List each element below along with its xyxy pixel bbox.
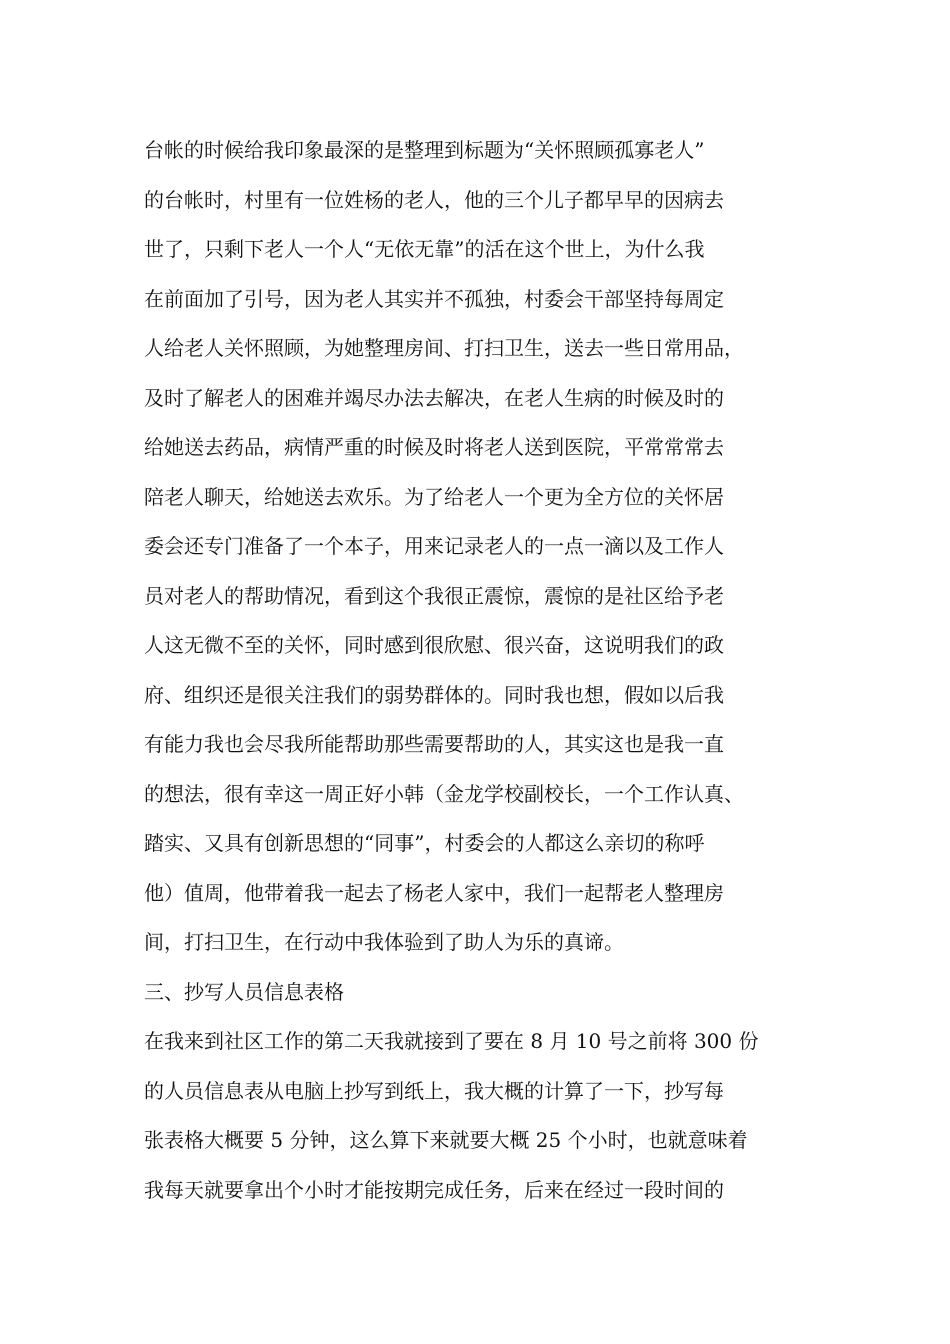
text-line: 人这无微不至的关怀，同时感到很欣慰、很兴奋，这说明我们的政 [144, 633, 724, 657]
text-line: 陪老人聊天，给她送去欢乐。为了给老人一个更为全方位的关怀居 [144, 484, 724, 509]
body-text [144, 131, 824, 1220]
text-line: 的人员信息表从电脑上抄写到纸上，我大概的计算了一下，抄写每 [144, 1078, 724, 1103]
text-line: 台帐的时候给我印象最深的是整理到标题为“关怀照顾孤寡老人” [144, 138, 705, 162]
section-heading: 三、抄写人员信息表格 [144, 979, 344, 1004]
text-line: 的台帐时，村里有一位姓杨的老人，他的三个儿子都早早的因病去 [144, 187, 724, 212]
text-line: 踏实、又具有创新思想的“同事”，村委会的人都这么亲切的称呼 [144, 831, 705, 855]
text-line: 在我来到社区工作的第二天我就接到了要在 8 月 10 号之前将 300 份 [144, 1029, 759, 1053]
text-line: 我每天就要拿出个小时才能按期完成任务，后来在经过一段时间的 [144, 1177, 724, 1202]
text-line: 委会还专门准备了一个本子，用来记录老人的一点一滴以及工作人 [144, 534, 724, 558]
text-line: 间，打扫卫生，在行动中我体验到了助人为乐的真谛。 [144, 930, 624, 954]
text-line: 有能力我也会尽我所能帮助那些需要帮助的人，其实这也是我一直 [144, 732, 724, 756]
text-line: 及时了解老人的困难并竭尽办法去解决，在老人生病的时候及时的 [144, 385, 724, 410]
text-line: 在前面加了引号，因为老人其实并不孤独，村委会干部坚持每周定 [144, 286, 724, 311]
text-line: 的想法，很有幸这一周正好小韩（金龙学校副校长，一个工作认真、 [144, 781, 744, 806]
text-line: 张表格大概要 5 分钟，这么算下来就要大概 25 个小时，也就意味着 [144, 1128, 748, 1152]
text-line: 给她送去药品，病情严重的时候及时将老人送到医院，平常常常去 [144, 435, 724, 459]
text-line: 他）值周，他带着我一起去了杨老人家中，我们一起帮老人整理房 [144, 880, 724, 905]
text-line: 世了，只剩下老人一个人“无依无靠”的活在这个世上，为什么我 [144, 237, 705, 261]
text-line: 府、组织还是很关注我们的弱势群体的。同时我也想，假如以后我 [144, 682, 724, 707]
text-line: 人给老人关怀照顾，为她整理房间、打扫卫生，送去一些日常用品， [144, 336, 744, 360]
text-line: 员对老人的帮助情况，看到这个我很正震惊，震惊的是社区给予老 [144, 583, 724, 608]
